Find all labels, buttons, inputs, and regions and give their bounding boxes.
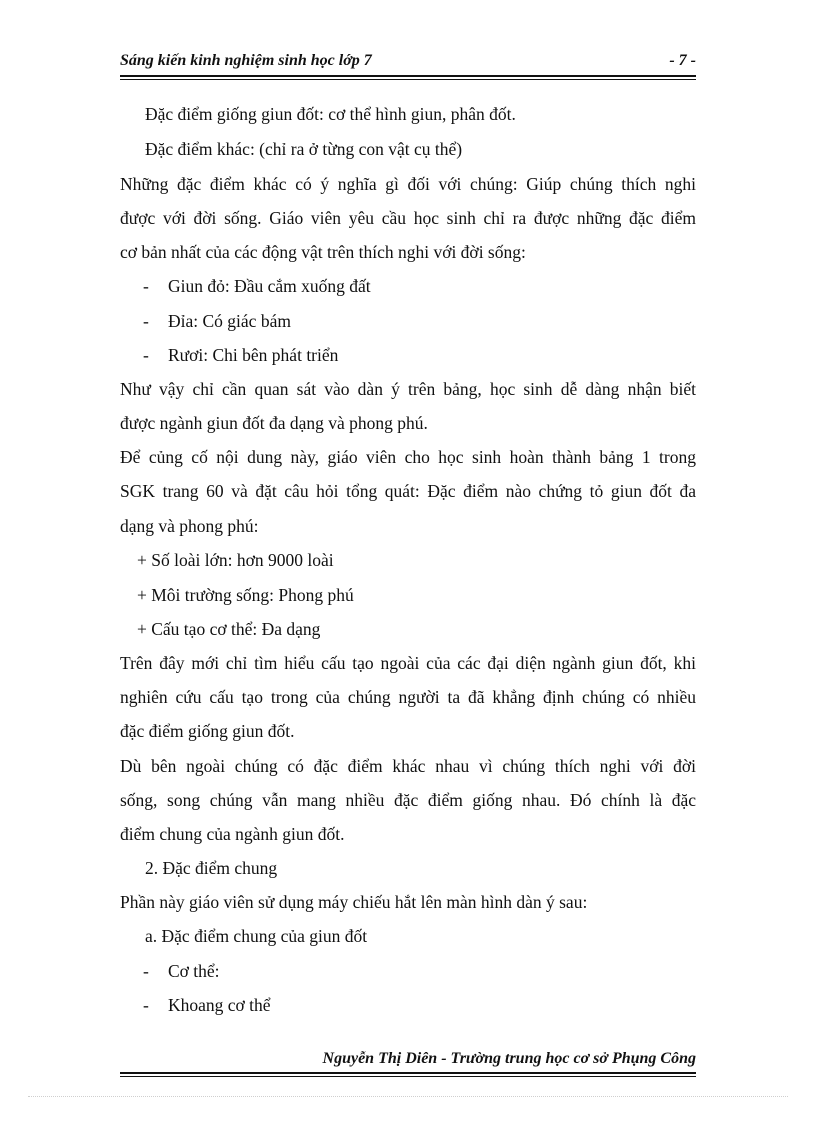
paragraph-line: Trên đây mới chỉ tìm hiểu cấu tạo ngoài của các đại diện ngành giun đốt, khi	[120, 653, 696, 673]
plus-item: + Số loài lớn: hơn 9000 loài	[137, 550, 334, 570]
page-bottom-dotted-line	[28, 1096, 788, 1097]
list-dash: -	[143, 345, 149, 365]
paragraph-line: Phần này giáo viên sử dụng máy chiếu hắt lên màn hình dàn ý sau:	[120, 892, 588, 912]
section-heading: 2. Đặc điểm chung	[145, 858, 278, 878]
list-item: Giun đỏ: Đầu cắm xuống đất	[168, 276, 371, 296]
list-dash: -	[143, 311, 149, 331]
list-item: Rươi: Chi bên phát triển	[168, 345, 339, 365]
list-dash: -	[143, 276, 149, 296]
header-title: Sáng kiến kinh nghiệm sinh học lớp 7	[120, 52, 372, 69]
paragraph-line: Đặc điểm khác: (chỉ ra ở từng con vật cụ thể)	[145, 139, 463, 159]
paragraph-line: điểm chung của ngành giun đốt.	[120, 824, 345, 844]
paragraph-line: đặc điểm giống giun đốt.	[120, 721, 295, 741]
paragraph-line: SGK trang 60 và đặt câu hỏi tổng quát: Đặc điểm nào chứng tỏ giun đốt đa	[120, 481, 696, 501]
list-item: Khoang cơ thể	[168, 995, 271, 1015]
list-dash: -	[143, 995, 149, 1015]
paragraph-line: Dù bên ngoài chúng có đặc điểm khác nhau vì chúng thích nghi với đời	[120, 756, 696, 776]
footer-author: Nguyễn Thị Diên - Trường trung học cơ sở Phụng Công	[322, 1050, 696, 1067]
paragraph-line: Những đặc điểm khác có ý nghĩa gì đối với chúng: Giúp chúng thích nghi	[120, 174, 696, 194]
list-dash: -	[143, 961, 149, 981]
plus-item: + Cấu tạo cơ thể: Đa dạng	[137, 619, 321, 639]
paragraph-line: được ngành giun đốt đa dạng và phong phú.	[120, 413, 428, 433]
plus-item: + Môi trường sống: Phong phú	[137, 585, 354, 605]
paragraph-line: được với đời sống. Giáo viên yêu cầu học sinh chỉ ra được những đặc điểm	[120, 208, 696, 228]
subsection-heading: a. Đặc điểm chung của giun đốt	[145, 926, 368, 946]
page-number: - 7 -	[669, 52, 696, 69]
footer-rule-thick	[120, 1072, 696, 1074]
header-rule-thick	[120, 75, 696, 77]
header-rule-thin	[120, 79, 696, 80]
paragraph-line: cơ bản nhất của các động vật trên thích nghi với đời sống:	[120, 242, 526, 262]
footer-rule-thin	[120, 1076, 696, 1077]
paragraph-line: Để củng cố nội dung này, giáo viên cho học sinh hoàn thành bảng 1 trong	[120, 447, 696, 467]
list-item: Cơ thể:	[168, 961, 220, 981]
paragraph-line: sống, song chúng vẫn mang nhiều đặc điểm giống nhau. Đó chính là đặc	[120, 790, 696, 810]
list-item: Đỉa: Có giác bám	[168, 311, 291, 331]
paragraph-line: dạng và phong phú:	[120, 516, 259, 536]
paragraph-line: Như vậy chỉ cần quan sát vào dàn ý trên bảng, học sinh dễ dàng nhận biết	[120, 379, 696, 399]
paragraph-line: nghiên cứu cấu tạo trong của chúng người ta đã khẳng định chúng có nhiều	[120, 687, 696, 707]
paragraph-line: Đặc điểm giống giun đốt: cơ thể hình giun, phân đốt.	[145, 104, 516, 124]
